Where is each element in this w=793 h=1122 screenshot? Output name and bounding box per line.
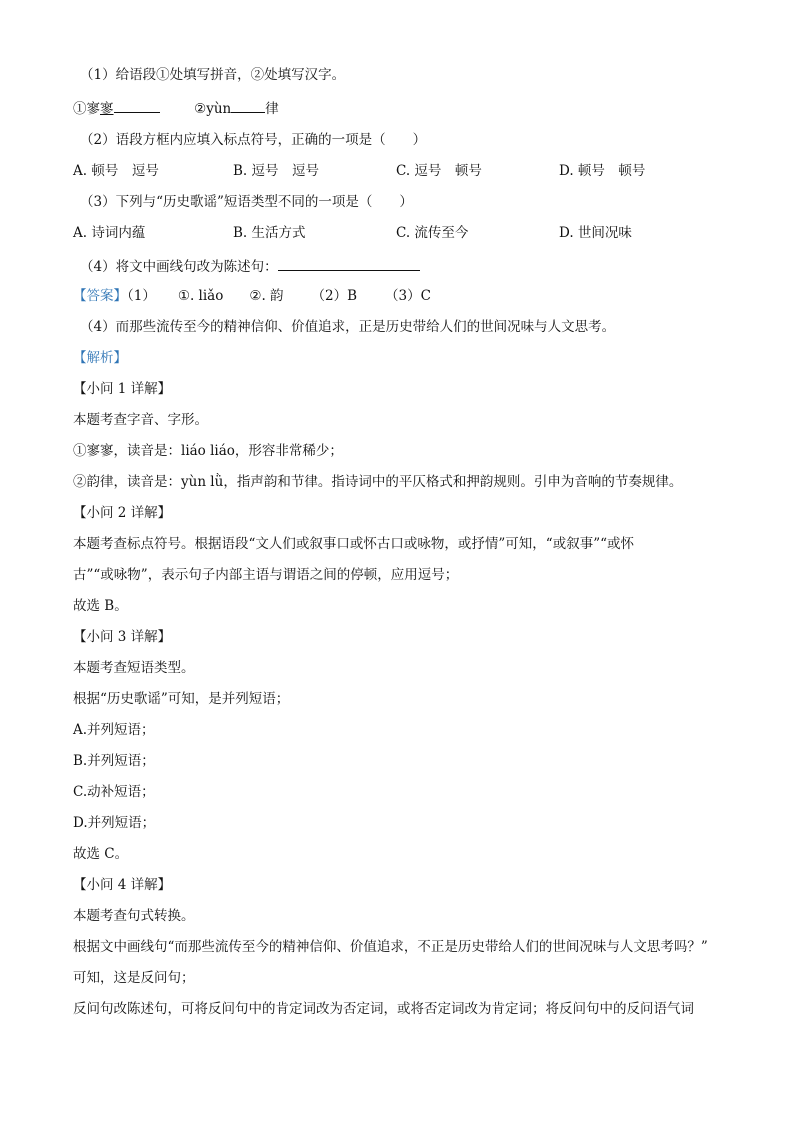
question-4-prompt-line [80,256,420,276]
question-3-option-b: B. 生活方式 [233,225,306,241]
analysis-line: 根据文中画线句“而那些流传至今的精神信仰、价值追求，不正是历史带给人们的世间况味与人文思考吗？” [73,939,708,955]
question-1-prompt: （1）给语段①处填写拼音，②处填写汉字。 [80,67,346,83]
answer-tag: 【答案】 [73,288,127,304]
answer-line [73,287,431,305]
answer-part-4: （4）而那些流传至今的精神信仰、价值追求，正是历史带给人们的世间况味与人文思考。 [80,319,616,335]
analysis-line: 本题考查标点符号。根据语段“文人们或叙事口或怀古口或咏物，或抒情”可知，“或叙事”“或怀 [73,536,635,552]
analysis-line: 故选 B。 [73,598,128,614]
question-1-blanks [73,98,279,118]
analysis-heading-4: 【小问 4 详解】 [73,877,172,893]
question-2-option-b: B. 逗号 逗号 [233,163,320,179]
question-2-option-a: A. 顿号 逗号 [73,163,159,179]
question-3-prompt: （3）下列与“历史歌谣”短语类型不同的一项是（ ） [80,194,413,210]
question-3-option-c: C. 流传至今 [396,225,469,241]
answer-part-1a: ①. liǎo [177,288,224,304]
blank-2-line [231,98,265,113]
analysis-line: 本题考查句式转换。 [73,908,195,924]
analysis-line: C.动补短语； [73,784,155,800]
question-4-prompt: （4）将文中画线句改为陈述句： [80,259,278,275]
analysis-line: 本题考查短语类型。 [73,660,195,676]
analysis-line: D.并列短语； [73,815,156,831]
analysis-line: B.并列短语； [73,753,155,769]
answer-part-1: （1） [127,288,156,304]
blank-2-label: ②yùn [194,101,232,117]
answer-part-1b: ②. 韵 [249,288,284,304]
analysis-line: ②韵律，读音是：yùn lǜ，指声韵和节律。指诗词中的平仄格式和押韵规则。引申为音响的节奏规律。 [73,474,683,490]
analysis-line: A.并列短语； [73,722,155,738]
question-4-answer-line [278,256,420,271]
analysis-heading-3: 【小问 3 详解】 [73,629,172,645]
question-2-option-d: D. 顿号 顿号 [559,163,646,179]
analysis-heading-2: 【小问 2 详解】 [73,505,172,521]
blank-1-underlined-char: 寥 [100,101,114,117]
analysis-line: 古”“或咏物”，表示句子内部主语与谓语之间的停顿，应用逗号； [73,567,459,583]
analysis-line: 故选 C。 [73,846,129,862]
blank-1-label: ①寥 [73,101,100,117]
analysis-line: 反问句改陈述句，可将反问句中的肯定词改为否定词，或将否定词改为肯定词；将反问句中的反问语气词 [73,1001,694,1017]
analysis-line: ①寥寥，读音是：liáo liáo，形容非常稀少； [73,443,343,459]
blank-2-tail: 律 [265,101,279,117]
question-2-prompt: （2）语段方框内应填入标点符号，正确的一项是（ ） [80,132,427,148]
analysis-line: 本题考查字音、字形。 [73,412,208,428]
analysis-heading-1: 【小问 1 详解】 [73,381,172,397]
blank-1-line [114,98,160,113]
question-2-option-c: C. 逗号 顿号 [396,163,482,179]
analysis-line: 根据“历史歌谣”可知，是并列短语； [73,691,290,707]
question-3-option-d: D. 世间况味 [559,225,632,241]
answer-part-2: （2）B [311,288,358,304]
analysis-line: 可知，这是反问句； [73,970,195,986]
analysis-tag: 【解析】 [73,350,127,366]
question-3-option-a: A. 诗词内蕴 [73,225,146,241]
answer-part-3: （3）C [385,288,431,304]
